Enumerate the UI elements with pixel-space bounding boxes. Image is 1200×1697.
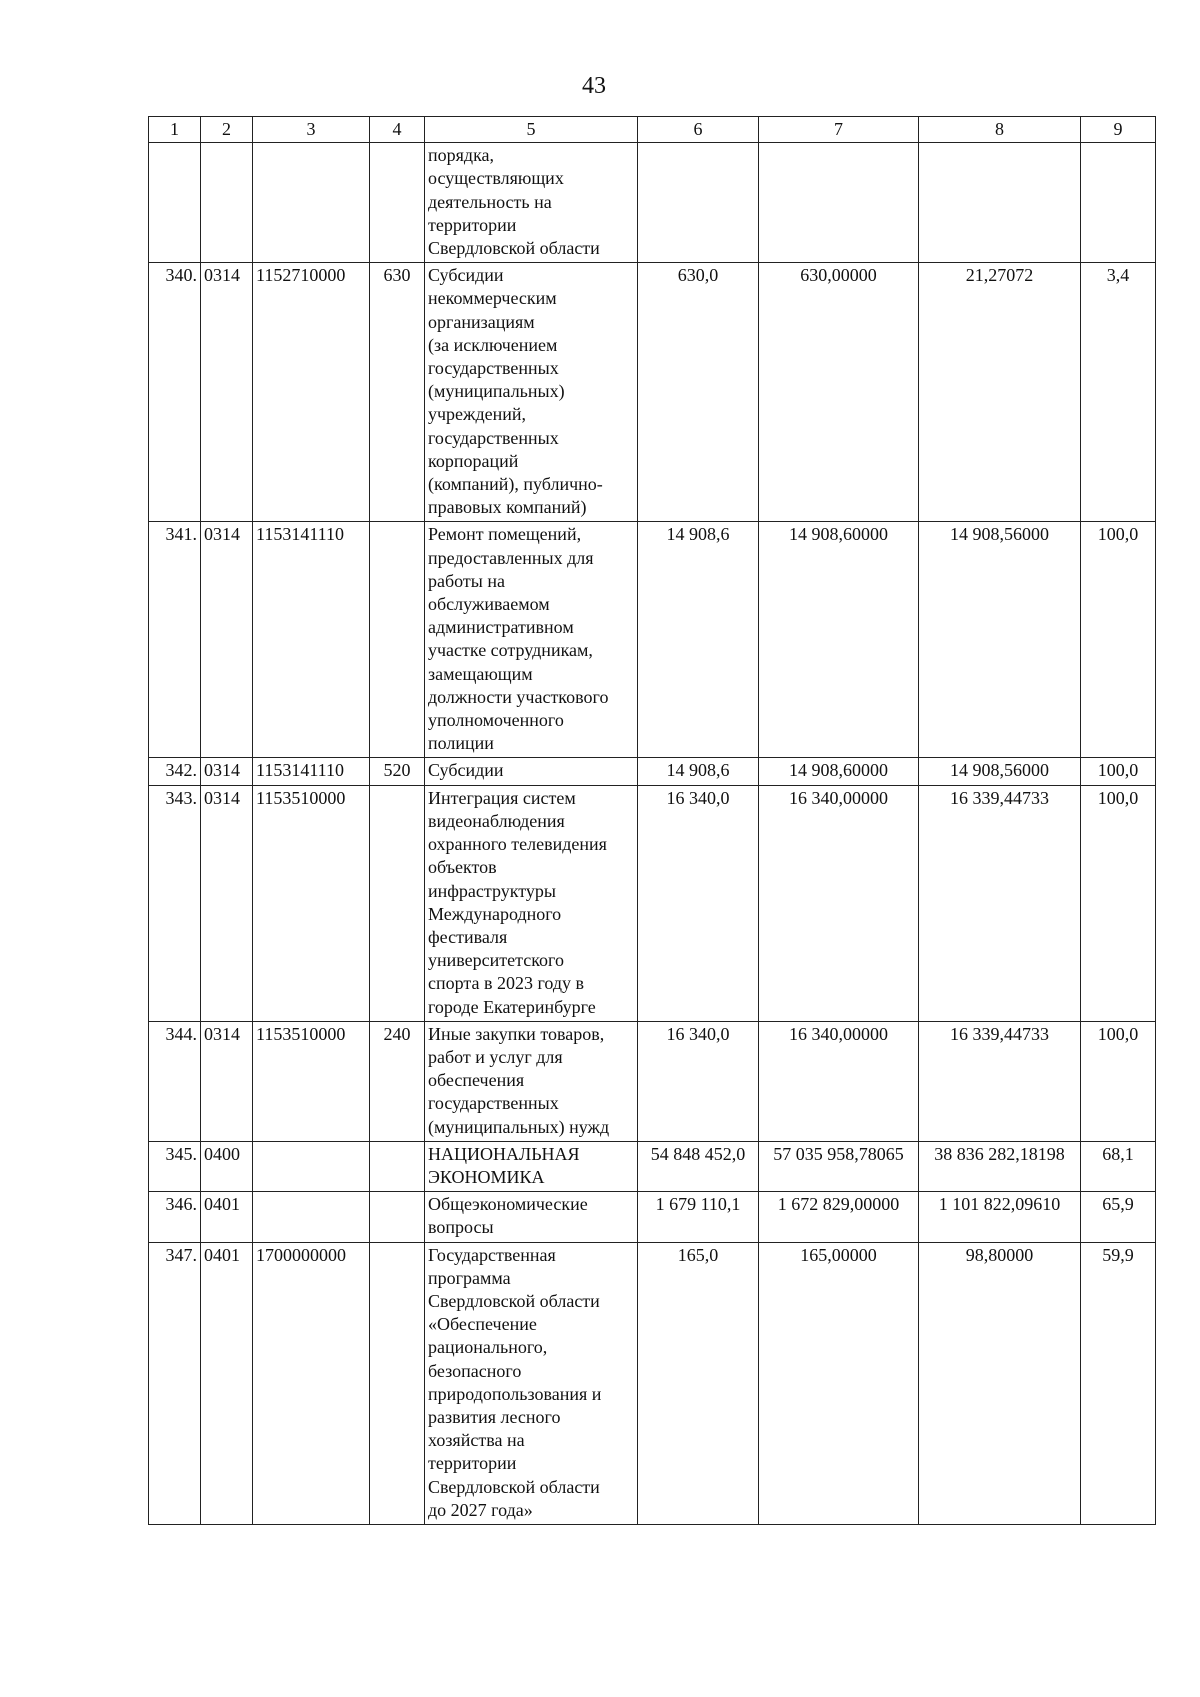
item-name-line: инфраструктуры <box>428 880 556 901</box>
item-name-line: организациям <box>428 311 535 332</box>
table-row <box>149 1141 1156 1191</box>
target-article-code-cell <box>253 1192 370 1242</box>
item-name-line: безопасного <box>428 1360 522 1381</box>
item-name-cell <box>425 143 638 263</box>
column-number-7: 7 <box>759 117 919 143</box>
item-name-line: Субсидии <box>428 760 504 781</box>
approved-amount-cell: 630,0 <box>638 263 759 522</box>
row-number-cell: 342. <box>149 758 201 785</box>
item-name-line: видеонаблюдения <box>428 810 565 831</box>
item-name-line: (муниципальных) нужд <box>428 1116 610 1137</box>
column-number-header-row <box>149 117 1156 143</box>
item-name-line: работы на <box>428 570 505 591</box>
column-number-6: 6 <box>638 117 759 143</box>
expense-type-code-cell <box>370 522 425 758</box>
section-code-cell: 0314 <box>201 522 253 758</box>
refined-plan-amount-cell: 14 908,60000 <box>759 522 919 758</box>
item-name-cell <box>425 1021 638 1141</box>
column-number-8: 8 <box>919 117 1081 143</box>
approved-amount-cell: 165,0 <box>638 1242 759 1524</box>
refined-plan-amount-cell: 630,00000 <box>759 263 919 522</box>
item-name-line: хозяйства на <box>428 1430 525 1451</box>
table-row <box>149 522 1156 758</box>
column-number-1: 1 <box>149 117 201 143</box>
refined-plan-amount-cell: 1 672 829,00000 <box>759 1192 919 1242</box>
item-name-cell <box>425 263 638 522</box>
item-name-line: деятельность на <box>428 191 552 212</box>
item-name-cell <box>425 1141 638 1191</box>
item-name-line: осуществляющих <box>428 168 564 189</box>
item-name-line: охранного телевидения <box>428 834 607 855</box>
section-code-cell <box>201 143 253 263</box>
item-name-line: участке сотрудникам, <box>428 640 593 661</box>
section-code-cell: 0314 <box>201 263 253 522</box>
target-article-code-cell: 1700000000 <box>253 1242 370 1524</box>
item-name-line: правовых компаний) <box>428 497 587 518</box>
item-name-line: природопользования и <box>428 1383 602 1404</box>
item-name-cell <box>425 758 638 785</box>
item-name-line: предоставленных для <box>428 547 594 568</box>
execution-percent-cell: 100,0 <box>1081 758 1156 785</box>
expense-type-code-cell: 520 <box>370 758 425 785</box>
item-name-line: работ и услуг для <box>428 1046 563 1067</box>
column-number-3: 3 <box>253 117 370 143</box>
row-number-cell: 345. <box>149 1141 201 1191</box>
target-article-code-cell: 1153141110 <box>253 522 370 758</box>
item-name-line: полиции <box>428 733 494 754</box>
target-article-code-cell: 1153510000 <box>253 1021 370 1141</box>
section-code-cell: 0314 <box>201 758 253 785</box>
item-name-line: Общеэкономические <box>428 1194 588 1215</box>
page-number: 43 <box>582 73 606 99</box>
item-name-line: Иные закупки товаров, <box>428 1023 605 1044</box>
refined-plan-amount-cell: 165,00000 <box>759 1242 919 1524</box>
item-name-line: вопросы <box>428 1217 494 1238</box>
section-code-cell: 0400 <box>201 1141 253 1191</box>
target-article-code-cell <box>253 143 370 263</box>
executed-amount-cell: 1 101 822,09610 <box>919 1192 1081 1242</box>
item-name-line: Государственная <box>428 1244 556 1265</box>
row-number-cell: 347. <box>149 1242 201 1524</box>
item-name-line: НАЦИОНАЛЬНАЯ <box>428 1143 580 1164</box>
table-row <box>149 1021 1156 1141</box>
execution-percent-cell: 68,1 <box>1081 1141 1156 1191</box>
expense-type-code-cell <box>370 1242 425 1524</box>
item-name-line: уполномоченного <box>428 710 564 731</box>
executed-amount-cell: 38 836 282,18198 <box>919 1141 1081 1191</box>
item-name-cell <box>425 1242 638 1524</box>
item-name-line: развития лесного <box>428 1406 561 1427</box>
item-name-line: государственных <box>428 1093 559 1114</box>
budget-table <box>148 116 1156 1525</box>
item-name-line: до 2027 года» <box>428 1499 533 1520</box>
item-name-line: административном <box>428 617 574 638</box>
expense-type-code-cell <box>370 785 425 1021</box>
item-name-line: государственных <box>428 427 559 448</box>
item-name-line: Свердловской области <box>428 238 600 259</box>
item-name-line: рационального, <box>428 1337 548 1358</box>
item-name-line: (компаний), публично- <box>428 474 603 495</box>
target-article-code-cell: 1153141110 <box>253 758 370 785</box>
column-number-5: 5 <box>425 117 638 143</box>
section-code-cell: 0314 <box>201 1021 253 1141</box>
table-row <box>149 758 1156 785</box>
column-number-2: 2 <box>201 117 253 143</box>
item-name-line: должности участкового <box>428 686 609 707</box>
approved-amount-cell: 1 679 110,1 <box>638 1192 759 1242</box>
item-name-line: фестиваля <box>428 926 508 947</box>
item-name-line: ЭКОНОМИКА <box>428 1166 545 1187</box>
expense-type-code-cell <box>370 143 425 263</box>
row-number-cell <box>149 143 201 263</box>
table-row <box>149 1242 1156 1524</box>
item-name-line: обеспечения <box>428 1070 525 1091</box>
item-name-line: «Обеспечение <box>428 1314 537 1335</box>
executed-amount-cell: 98,80000 <box>919 1242 1081 1524</box>
section-code-cell: 0401 <box>201 1242 253 1524</box>
refined-plan-amount-cell: 57 035 958,78065 <box>759 1141 919 1191</box>
approved-amount-cell: 16 340,0 <box>638 1021 759 1141</box>
item-name-line: территории <box>428 214 517 235</box>
approved-amount-cell <box>638 143 759 263</box>
item-name-line: спорта в 2023 году в <box>428 973 585 994</box>
executed-amount-cell: 14 908,56000 <box>919 758 1081 785</box>
executed-amount-cell: 21,27072 <box>919 263 1081 522</box>
row-number-cell: 341. <box>149 522 201 758</box>
executed-amount-cell: 16 339,44733 <box>919 1021 1081 1141</box>
executed-amount-cell <box>919 143 1081 263</box>
column-number-9: 9 <box>1081 117 1156 143</box>
refined-plan-amount-cell: 16 340,00000 <box>759 785 919 1021</box>
execution-percent-cell: 65,9 <box>1081 1192 1156 1242</box>
item-name-line: объектов <box>428 857 497 878</box>
table-row <box>149 263 1156 522</box>
executed-amount-cell: 16 339,44733 <box>919 785 1081 1021</box>
row-number-cell: 344. <box>149 1021 201 1141</box>
execution-percent-cell <box>1081 143 1156 263</box>
item-name-line: обслуживаемом <box>428 594 550 615</box>
approved-amount-cell: 14 908,6 <box>638 522 759 758</box>
expense-type-code-cell: 630 <box>370 263 425 522</box>
item-name-line: Свердловской области <box>428 1290 600 1311</box>
item-name-line: порядка, <box>428 145 495 166</box>
executed-amount-cell: 14 908,56000 <box>919 522 1081 758</box>
approved-amount-cell: 16 340,0 <box>638 785 759 1021</box>
item-name-cell <box>425 522 638 758</box>
item-name-line: программа <box>428 1267 511 1288</box>
table-row <box>149 1192 1156 1242</box>
item-name-line: (за исключением <box>428 334 558 355</box>
item-name-line: государственных <box>428 358 559 379</box>
item-name-line: Субсидии <box>428 265 504 286</box>
column-number-4: 4 <box>370 117 425 143</box>
section-code-cell: 0401 <box>201 1192 253 1242</box>
expense-type-code-cell: 240 <box>370 1021 425 1141</box>
item-name-line: Ремонт помещений, <box>428 524 582 545</box>
refined-plan-amount-cell: 14 908,60000 <box>759 758 919 785</box>
table-row <box>149 785 1156 1021</box>
execution-percent-cell: 59,9 <box>1081 1242 1156 1524</box>
execution-percent-cell: 3,4 <box>1081 263 1156 522</box>
item-name-cell <box>425 1192 638 1242</box>
row-number-cell: 346. <box>149 1192 201 1242</box>
item-name-line: Интеграция систем <box>428 787 576 808</box>
item-name-line: замещающим <box>428 663 533 684</box>
execution-percent-cell: 100,0 <box>1081 785 1156 1021</box>
target-article-code-cell <box>253 1141 370 1191</box>
execution-percent-cell: 100,0 <box>1081 1021 1156 1141</box>
table-row <box>149 143 1156 263</box>
item-name-line: территории <box>428 1453 517 1474</box>
approved-amount-cell: 54 848 452,0 <box>638 1141 759 1191</box>
item-name-line: городе Екатеринбурге <box>428 996 596 1017</box>
item-name-line: Международного <box>428 903 562 924</box>
refined-plan-amount-cell <box>759 143 919 263</box>
section-code-cell: 0314 <box>201 785 253 1021</box>
item-name-line: (муниципальных) <box>428 381 565 402</box>
item-name-line: университетского <box>428 950 564 971</box>
item-name-line: Свердловской области <box>428 1476 600 1497</box>
item-name-line: учреждений, <box>428 404 527 425</box>
expense-type-code-cell <box>370 1141 425 1191</box>
execution-percent-cell: 100,0 <box>1081 522 1156 758</box>
item-name-line: некоммерческим <box>428 288 557 309</box>
expense-type-code-cell <box>370 1192 425 1242</box>
item-name-line: корпораций <box>428 450 519 471</box>
target-article-code-cell: 1152710000 <box>253 263 370 522</box>
target-article-code-cell: 1153510000 <box>253 785 370 1021</box>
row-number-cell: 340. <box>149 263 201 522</box>
row-number-cell: 343. <box>149 785 201 1021</box>
refined-plan-amount-cell: 16 340,00000 <box>759 1021 919 1141</box>
item-name-cell <box>425 785 638 1021</box>
approved-amount-cell: 14 908,6 <box>638 758 759 785</box>
